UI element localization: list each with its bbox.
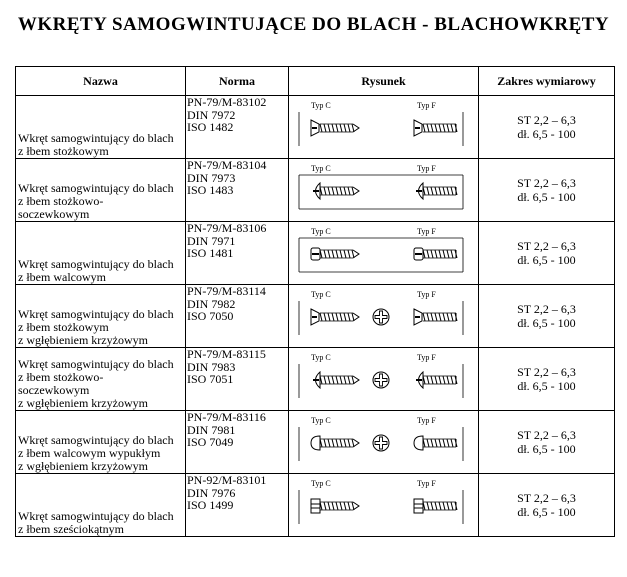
cross-recess-icon [373, 309, 389, 325]
type-c-label: Typ C [311, 101, 331, 110]
screw-norms [186, 411, 289, 474]
screw-drawing [289, 222, 479, 285]
range-line: ST 2,2 – 6,3 [517, 175, 576, 190]
screw-drawing [289, 411, 479, 474]
screw-name-line: soczewkowym [18, 383, 90, 397]
cross-recess-icon [373, 435, 389, 451]
type-f-label: Typ F [417, 353, 436, 362]
table-row [16, 474, 615, 537]
type-c-screw-icon [311, 248, 359, 260]
type-c-label: Typ C [311, 290, 331, 299]
norm-code: ISO 1481 [187, 246, 234, 260]
norm-code: PN-79/M-83114 [187, 284, 266, 298]
type-f-screw-icon [414, 499, 457, 513]
header-range: Zakres wymiarowy [479, 67, 615, 96]
screw-drawing [289, 96, 479, 159]
norm-code: PN-79/M-83116 [187, 410, 266, 424]
range-line: dł. 6,5 - 100 [517, 505, 576, 519]
type-c-label: Typ C [311, 416, 331, 425]
range-line: ST 2,2 – 6,3 [517, 490, 576, 505]
range-line: ST 2,2 – 6,3 [517, 301, 576, 316]
type-c-screw-icon [313, 372, 359, 388]
screw-norms [186, 222, 289, 285]
screw-name-line: z łbem walcowym wypukłym [18, 446, 161, 460]
type-c-screw-icon [311, 436, 359, 450]
screw-name [16, 348, 186, 411]
type-f-screw-icon [414, 309, 457, 325]
screw-drawing [289, 474, 479, 537]
screw-name-line: z łbem stożkowym [18, 320, 109, 334]
screw-norms [186, 96, 289, 159]
screw-name-line: Wkręt samogwintujący do blach [18, 357, 174, 371]
dimension-range [479, 474, 615, 537]
type-c-label: Typ C [311, 164, 331, 173]
range-line: ST 2,2 – 6,3 [517, 364, 576, 379]
screw-name [16, 96, 186, 159]
header-norm: Norma [186, 67, 289, 96]
screw-name-line: Wkręt samogwintujący do blach [18, 257, 174, 271]
type-c-screw-icon [311, 120, 359, 136]
norm-code: DIN 7972 [187, 107, 236, 122]
norm-code: DIN 7976 [187, 485, 236, 500]
screw-name-line: soczewkowym [18, 207, 90, 221]
norm-code: ISO 7050 [187, 309, 234, 323]
dimension-range [479, 96, 615, 159]
table-row [16, 159, 615, 222]
norm-code: PN-79/M-83106 [187, 221, 267, 235]
screw-name-line: z łbem walcowym [18, 270, 106, 284]
norm-code: ISO 1499 [187, 498, 234, 512]
page-title: WKRĘTY SAMOGWINTUJĄCE DO BLACH - BLACHOWKRĘTY [17, 14, 610, 35]
type-c-screw-icon [313, 183, 359, 199]
norm-code: DIN 7981 [187, 422, 236, 437]
range-line: dł. 6,5 - 100 [517, 127, 576, 141]
range-line: ST 2,2 – 6,3 [517, 427, 576, 442]
norm-code: ISO 1482 [187, 120, 234, 134]
type-c-screw-icon [311, 499, 359, 513]
norm-code: PN-92/M-83101 [187, 473, 267, 487]
screw-name-line: Wkręt samogwintujący do blach [18, 307, 174, 321]
screw-name [16, 474, 186, 537]
screw-norms [186, 159, 289, 222]
cross-recess-icon [373, 372, 389, 388]
table-row [16, 285, 615, 348]
norm-code: PN-79/M-83115 [187, 347, 266, 361]
screw-name-line: Wkręt samogwintujący do blach [18, 433, 174, 447]
norm-code: DIN 7971 [187, 233, 236, 248]
dimension-range [479, 348, 615, 411]
norm-code: PN-79/M-83104 [187, 158, 267, 172]
table-header-row [16, 67, 615, 96]
range-line: ST 2,2 – 6,3 [517, 112, 576, 127]
screw-name [16, 159, 186, 222]
screw-name-line: Wkręt samogwintujący do blach [18, 181, 174, 195]
type-f-label: Typ F [417, 101, 436, 110]
screw-drawing [289, 285, 479, 348]
screw-drawing [289, 348, 479, 411]
screw-drawing [289, 159, 479, 222]
type-f-label: Typ F [417, 479, 436, 488]
dimension-range [479, 159, 615, 222]
table-row [16, 222, 615, 285]
type-f-screw-icon [414, 248, 457, 260]
type-c-label: Typ C [311, 227, 331, 236]
type-c-label: Typ C [311, 353, 331, 362]
screw-table [15, 66, 615, 537]
type-f-screw-icon [414, 120, 457, 136]
range-line: dł. 6,5 - 100 [517, 379, 576, 393]
norm-code: DIN 7982 [187, 296, 236, 311]
screw-norms [186, 285, 289, 348]
norm-code: PN-79/M-83102 [187, 95, 267, 109]
norm-code: DIN 7983 [187, 359, 236, 374]
table-row [16, 96, 615, 159]
screw-name-line: z wgłębieniem krzyżowym [18, 333, 148, 347]
screw-name-line: z łbem stożkowo- [18, 370, 104, 384]
screw-name-line: z wgłębieniem krzyżowym [18, 459, 148, 473]
screw-name-line: z wgłębieniem krzyżowym [18, 396, 148, 410]
type-c-screw-icon [311, 309, 359, 325]
screw-name [16, 222, 186, 285]
type-f-label: Typ F [417, 164, 436, 173]
table-row [16, 411, 615, 474]
screw-name-line: z łbem stożkowym [18, 144, 109, 158]
type-f-label: Typ F [417, 290, 436, 299]
range-line: dł. 6,5 - 100 [517, 442, 576, 456]
screw-name [16, 411, 186, 474]
type-f-label: Typ F [417, 416, 436, 425]
dimension-range [479, 285, 615, 348]
dimension-range [479, 222, 615, 285]
norm-code: ISO 7051 [187, 372, 234, 386]
range-line: dł. 6,5 - 100 [517, 316, 576, 330]
screw-name-line: Wkręt samogwintujący do blach [18, 131, 174, 145]
norm-code: ISO 7049 [187, 435, 234, 449]
header-drawing: Rysunek [289, 67, 479, 96]
type-f-screw-icon [416, 183, 457, 199]
range-line: ST 2,2 – 6,3 [517, 238, 576, 253]
screw-name [16, 285, 186, 348]
range-line: dł. 6,5 - 100 [517, 190, 576, 204]
norm-code: ISO 1483 [187, 183, 234, 197]
table-row [16, 348, 615, 411]
screw-norms [186, 474, 289, 537]
header-name: Nazwa [16, 67, 186, 96]
screw-norms [186, 348, 289, 411]
type-f-label: Typ F [417, 227, 436, 236]
screw-name-line: z łbem sześciokątnym [18, 522, 124, 536]
norm-code: DIN 7973 [187, 170, 236, 185]
dimension-range [479, 411, 615, 474]
screw-name-line: Wkręt samogwintujący do blach [18, 509, 174, 523]
type-c-label: Typ C [311, 479, 331, 488]
screw-name-line: z łbem stożkowo- [18, 194, 104, 208]
range-line: dł. 6,5 - 100 [517, 253, 576, 267]
type-f-screw-icon [414, 436, 457, 450]
type-f-screw-icon [416, 372, 457, 388]
